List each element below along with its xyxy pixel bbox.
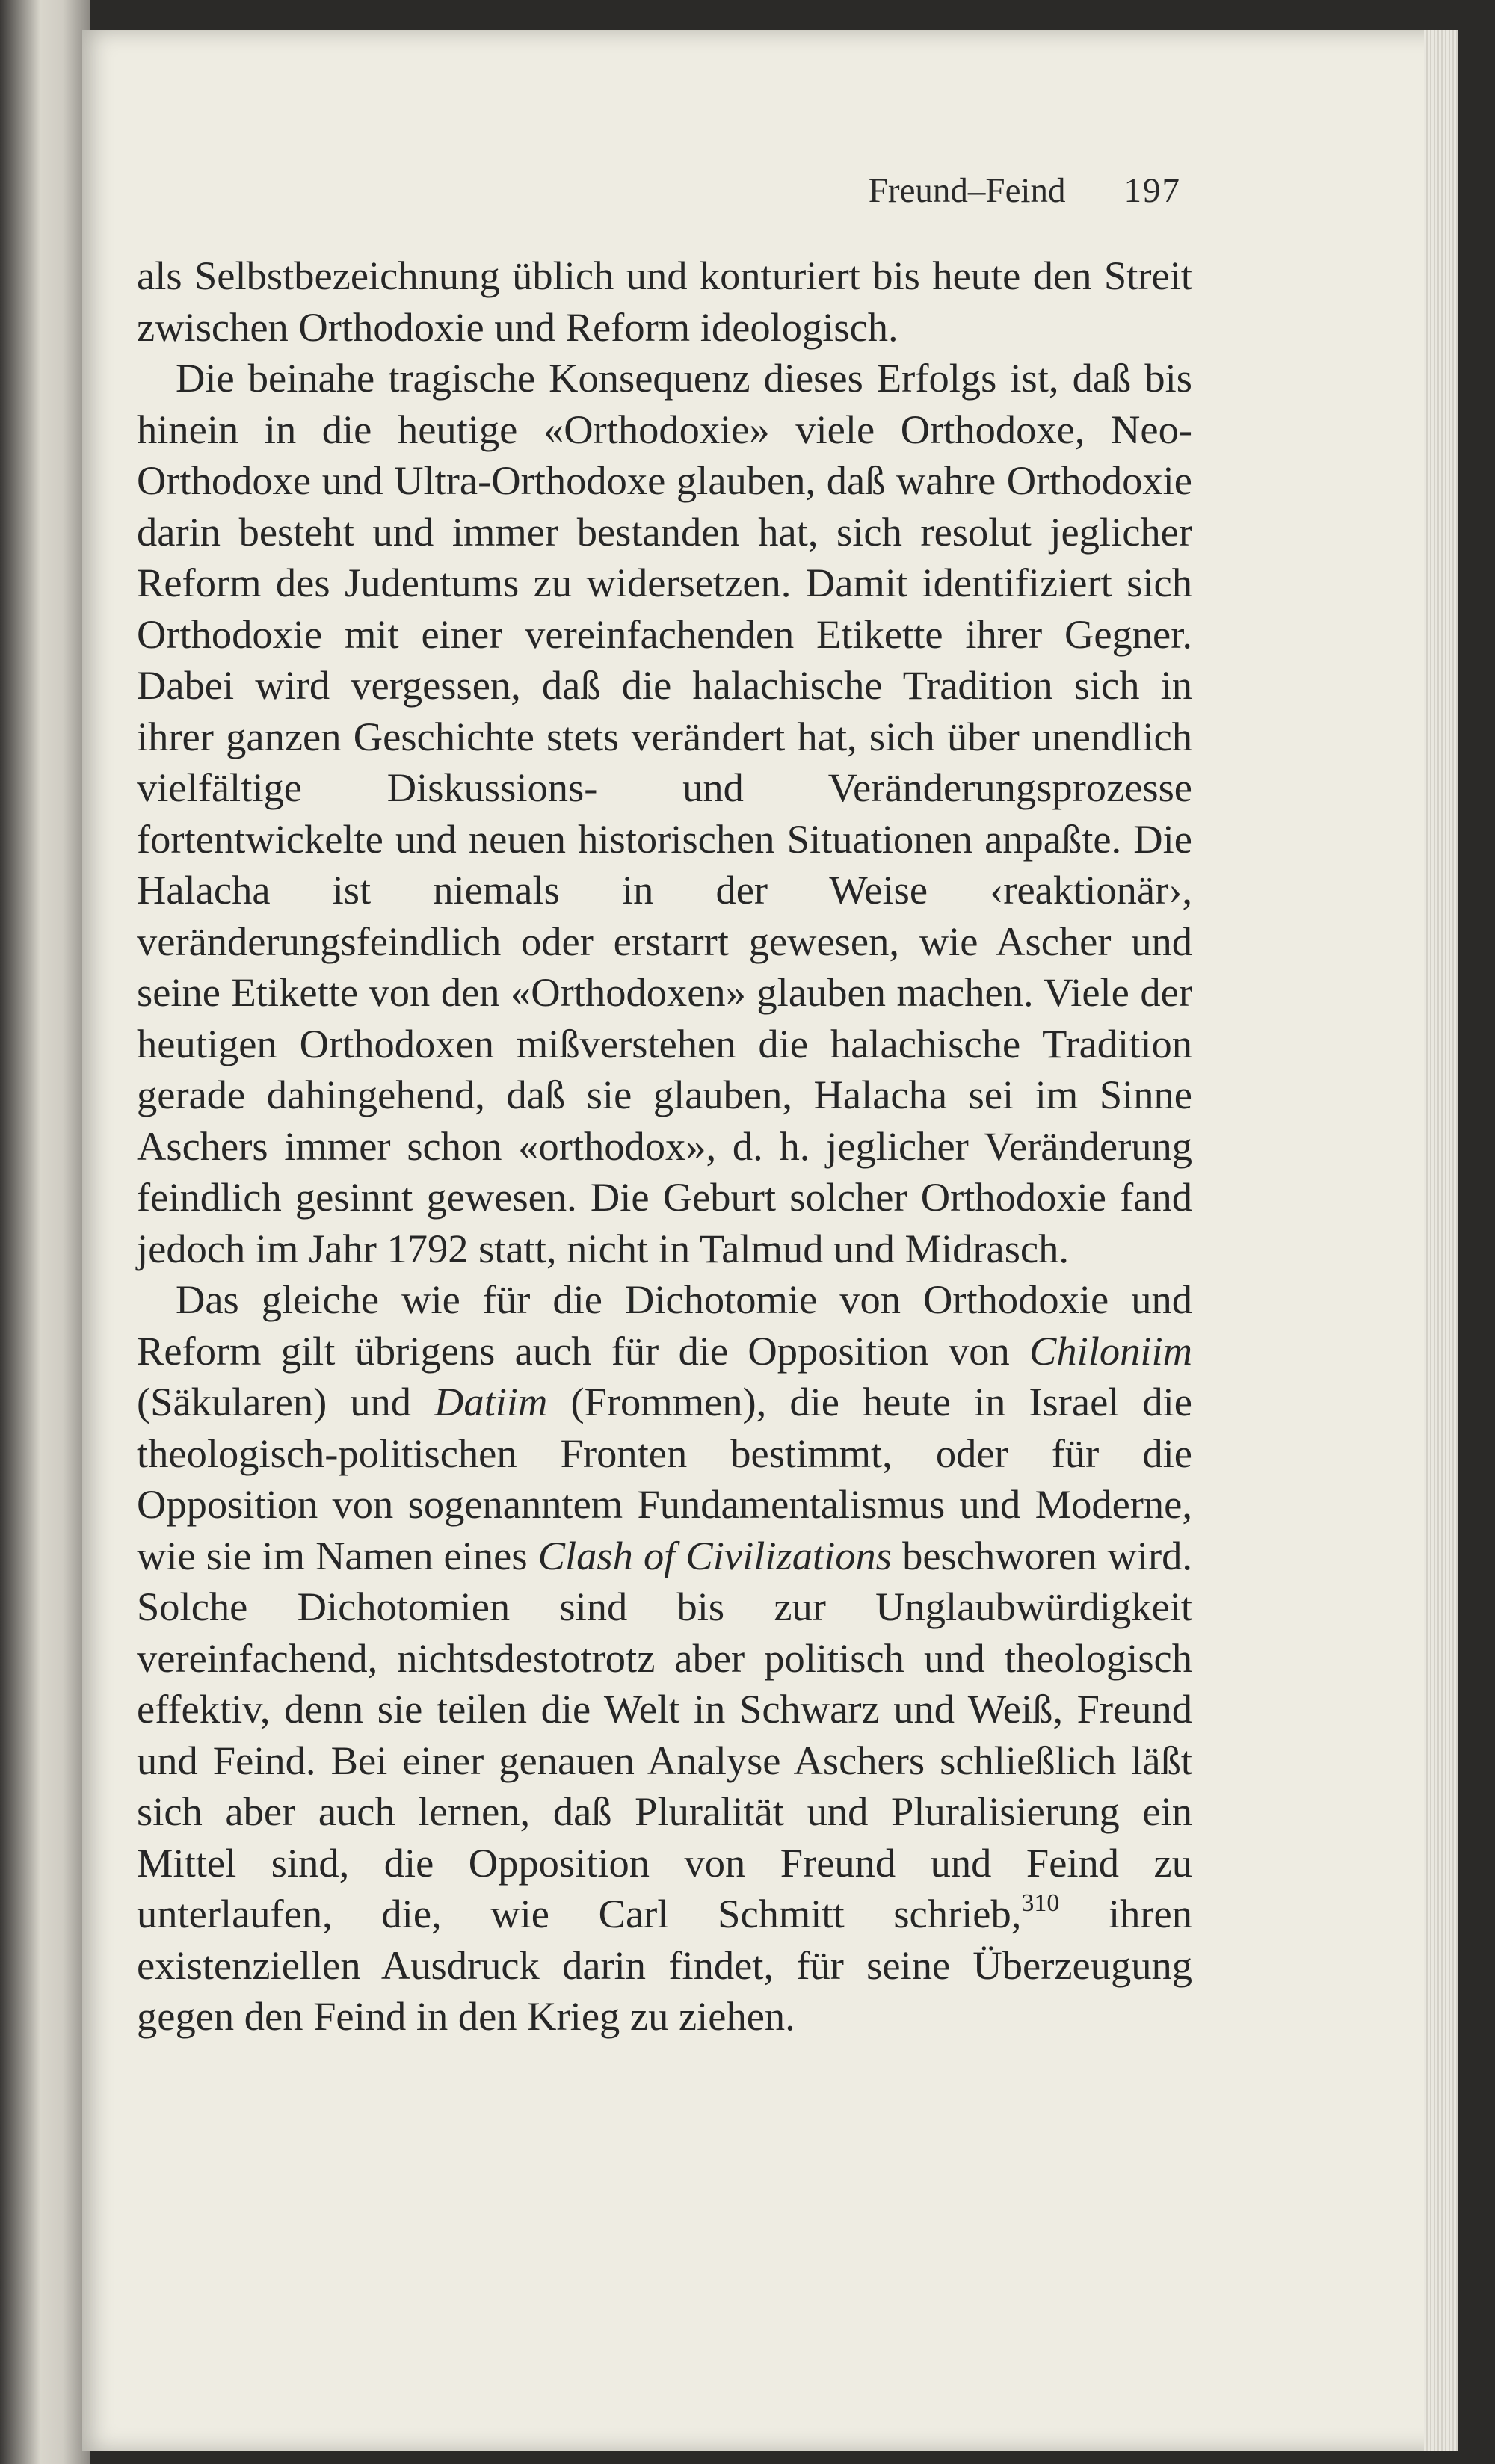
term-datiim: Datiim (434, 1379, 548, 1424)
body-text (137, 250, 1192, 2042)
paragraph-3-text-d: beschworen wird. Solche Dichotomien sind bis zur Unglaubwürdigkeit vereinfachend, nichtsdestotrotz aber politisch und theologisch effektiv, denn sie teilen die Welt in Schwarz und Weiß, Freund und Feind. Bei einer genauen Analyse Aschers schließlich läßt sich aber auch lernen, daß Pluralität und Pluralisierung ein Mittel sind, die Opposition von Freund und Feind zu unterlaufen, die, wie Carl Schmitt schrieb, (137, 1532, 1193, 1936)
running-title: Freund–Feind (868, 171, 1066, 210)
page-edges (1424, 30, 1458, 2451)
page-number: 197 (1123, 171, 1181, 210)
footnote-reference: 310 (1021, 1889, 1060, 1917)
paragraph-3 (137, 1274, 1192, 2042)
paragraph-3-text-b: (Säkularen) und (137, 1379, 435, 1424)
term-clash-of-civilizations: Clash of Civilizations (537, 1532, 892, 1578)
paragraph-3-text-c: (Frommen), die heute in Israel die theologisch-politischen Fronten bestimmt, oder für die Opposition von sogenanntem Fundamentalismus und Moderne, wie sie im Namen eines (137, 1379, 1192, 1578)
paragraph-3-text-e: ihren existenziellen Ausdruck darin findet, für seine Überzeugung gegen den Feind in den Krieg zu ziehen. (137, 1891, 1192, 2039)
term-chiloniim: Chiloniim (1029, 1327, 1192, 1374)
book-spine (0, 0, 90, 2464)
paragraph-3-text-a: Das gleiche wie für die Dichotomie von Orthodoxie und Reform gilt übrigens auch für die Opposition von (137, 1276, 1192, 1374)
paragraph-2: Die beinahe tragische Konsequenz dieses Erfolgs ist, daß bis hinein in die heutige «Orthodoxie» viele Orthodoxe, Neo-Orthodoxe und Ultra-Orthodoxe glauben, daß wahre Orthodoxie darin besteht und immer bestanden hat, sich resolut jeglicher Reform des Judentums zu widersetzen. Damit identifiziert sich Orthodoxie mit einer vereinfachenden Etikette ihrer Gegner. Dabei wird vergessen, daß die halachische Tradition sich in ihrer ganzen Geschichte stets verändert hat, sich über unendlich vielfältige Diskussions- und Veränderungsprozesse fortentwickelte und neuen historischen Situationen anpaßte. Die Halacha ist niemals in der Weise ‹reaktionär›, veränderungsfeindlich oder erstarrt gewesen, wie Ascher und seine Etikette von den «Orthodoxen» glauben machen. Viele der heutigen Orthodoxen mißverstehen die halachische Tradition gerade dahingehend, daß sie glauben, Halacha sei im Sinne Aschers immer schon «orthodox», d. h. jeglicher Veränderung feindlich gesinnt gewesen. Die Geburt solcher Orthodoxie fand jedoch im Jahr 1792 statt, nicht in Talmud und Midrasch. (137, 355, 1192, 1271)
running-header (869, 170, 1181, 211)
paragraph-1: als Selbstbezeichnung üblich und konturiert bis heute den Streit zwischen Orthodoxie und Reform ideologisch. (137, 253, 1192, 350)
